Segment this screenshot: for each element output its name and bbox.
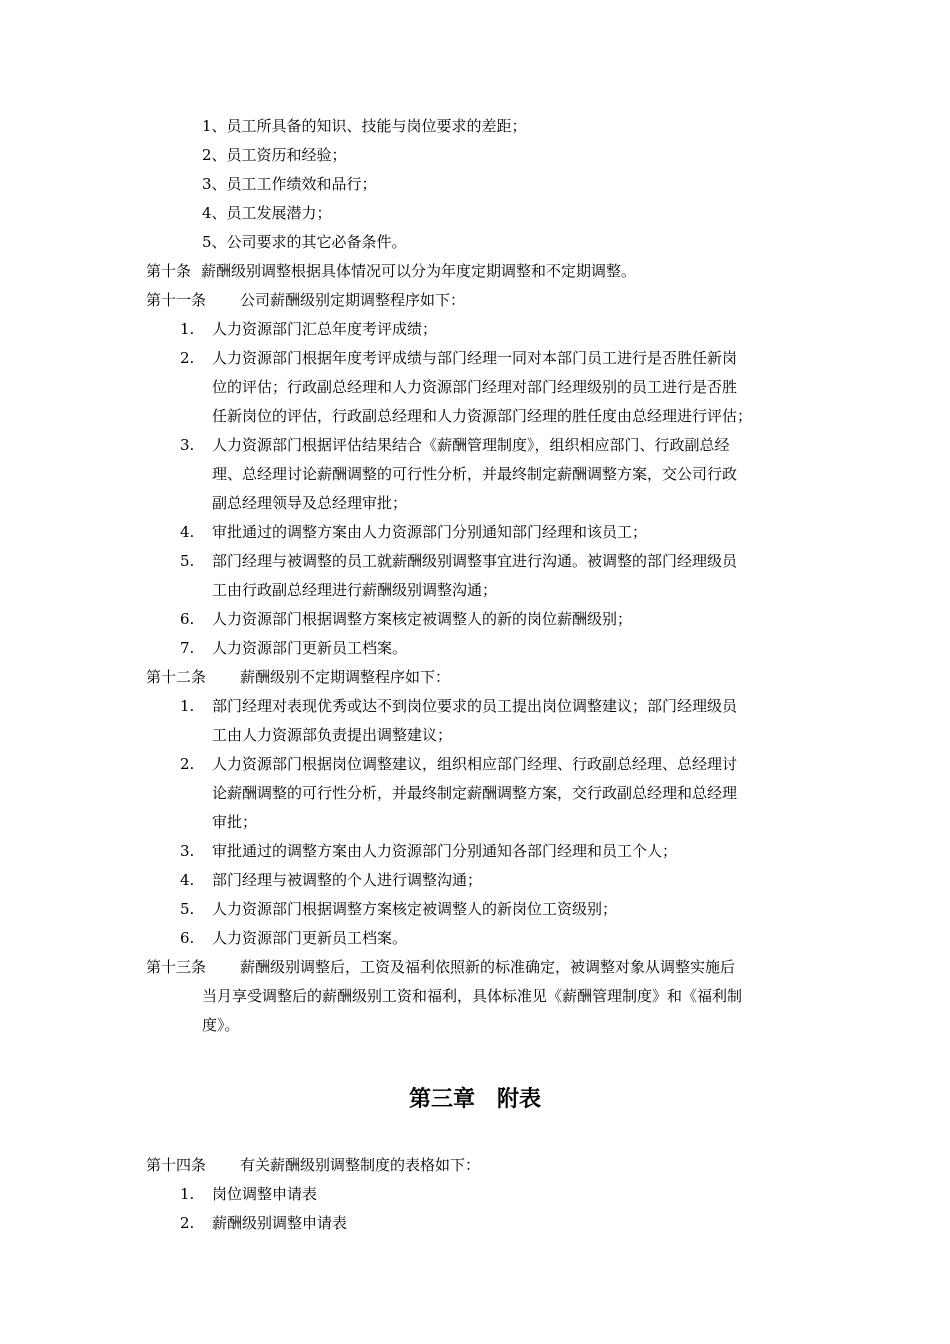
item-text: 副总经理领导及总经理审批； xyxy=(212,494,408,512)
item-number: 2. xyxy=(180,349,195,367)
item-text: 论薪酬调整的可行性分析，并最终制定薪酬调整方案，交行政副总经理和总经理 xyxy=(212,784,738,802)
item-text: 人力资源部门根据调整方案核定被调整人的新岗位工资级别； xyxy=(212,900,618,918)
article-label: 第十二条 xyxy=(146,668,207,686)
item-text: 人力资源部门更新员工档案。 xyxy=(212,929,408,947)
item-text: 审批； xyxy=(212,813,258,831)
condition-item: 1、员工所具备的知识、技能与岗位要求的差距； xyxy=(202,117,527,135)
condition-item: 2、员工资历和经验； xyxy=(202,146,347,164)
item-number: 2. xyxy=(180,755,195,773)
item-number: 1. xyxy=(180,697,195,715)
item-text: 工由人力资源部负责提出调整建议； xyxy=(212,726,453,744)
article-10 xyxy=(146,261,636,281)
item-number: 2. xyxy=(180,1214,195,1232)
condition-item: 5、公司要求的其它必备条件。 xyxy=(202,233,407,251)
item-text: 任新岗位的评估，行政副总经理和人力资源部门经理的胜任度由总经理进行评估； xyxy=(212,407,753,425)
article-label: 第十三条 xyxy=(146,958,207,976)
item-number: 6. xyxy=(180,929,195,947)
article-text-continued: 当月享受调整后的薪酬级别工资和福利，具体标准见《薪酬管理制度》和《福利制 xyxy=(202,987,743,1005)
item-text: 审批通过的调整方案由人力资源部门分别通知各部门经理和员工个人； xyxy=(212,842,678,860)
item-text: 薪酬级别调整申请表 xyxy=(212,1214,348,1232)
article-14 xyxy=(146,1155,480,1175)
chapter-heading: 第三章 附表 xyxy=(408,1087,541,1112)
item-number: 7. xyxy=(180,639,195,657)
item-text: 人力资源部门汇总年度考评成绩； xyxy=(212,320,438,338)
item-number: 3. xyxy=(180,842,195,860)
article-11 xyxy=(146,290,465,310)
condition-item: 3、员工工作绩效和品行； xyxy=(202,175,377,193)
article-label: 第十四条 xyxy=(146,1156,207,1174)
item-text: 岗位调整申请表 xyxy=(212,1185,318,1203)
item-text: 部门经理与被调整的员工就薪酬级别调整事宜进行沟通。被调整的部门经理级员 xyxy=(212,552,738,570)
article-13 xyxy=(146,957,735,977)
article-text: 薪酬级别不定期调整程序如下： xyxy=(240,668,451,686)
item-text: 人力资源部门根据调整方案核定被调整人的新的岗位薪酬级别； xyxy=(212,610,633,628)
article-text: 有关薪酬级别调整制度的表格如下： xyxy=(240,1156,481,1174)
item-number: 1. xyxy=(180,1185,195,1203)
item-text: 位的评估；行政副总经理和人力资源部门经理对部门经理级别的员工进行是否胜 xyxy=(212,378,738,396)
item-number: 1. xyxy=(180,320,195,338)
article-text: 公司薪酬级别定期调整程序如下： xyxy=(240,291,466,309)
item-text: 人力资源部门根据岗位调整建议，组织相应部门经理、行政副总经理、总经理讨 xyxy=(212,755,738,773)
article-12 xyxy=(146,667,450,687)
item-number: 5. xyxy=(180,552,195,570)
item-number: 3. xyxy=(180,436,195,454)
article-text: 薪酬级别调整根据具体情况可以分为年度定期调整和不定期调整。 xyxy=(201,262,637,280)
item-text: 人力资源部门根据评估结果结合《薪酬管理制度》，组织相应部门、行政副总经 xyxy=(212,436,730,454)
article-text: 薪酬级别调整后，工资及福利依照新的标准确定，被调整对象从调整实施后 xyxy=(240,958,736,976)
condition-item: 4、员工发展潜力； xyxy=(202,204,332,222)
item-text: 审批通过的调整方案由人力资源部门分别通知部门经理和该员工； xyxy=(212,523,648,541)
item-text: 理、总经理讨论薪酬调整的可行性分析，并最终制定薪酬调整方案，交公司行政 xyxy=(212,465,738,483)
item-text: 工由行政副总经理进行薪酬级别调整沟通； xyxy=(212,581,498,599)
article-text-continued: 度》。 xyxy=(202,1016,240,1034)
item-number: 4. xyxy=(180,523,195,541)
article-label: 第十一条 xyxy=(146,291,207,309)
article-label: 第十条 xyxy=(146,262,192,280)
item-text: 部门经理与被调整的个人进行调整沟通； xyxy=(212,871,483,889)
item-text: 人力资源部门更新员工档案。 xyxy=(212,639,408,657)
item-number: 6. xyxy=(180,610,195,628)
item-text: 部门经理对表现优秀或达不到岗位要求的员工提出岗位调整建议；部门经理级员 xyxy=(212,697,738,715)
item-text: 人力资源部门根据年度考评成绩与部门经理一同对本部门员工进行是否胜任新岗 xyxy=(212,349,738,367)
item-number: 5. xyxy=(180,900,195,918)
item-number: 4. xyxy=(180,871,195,889)
